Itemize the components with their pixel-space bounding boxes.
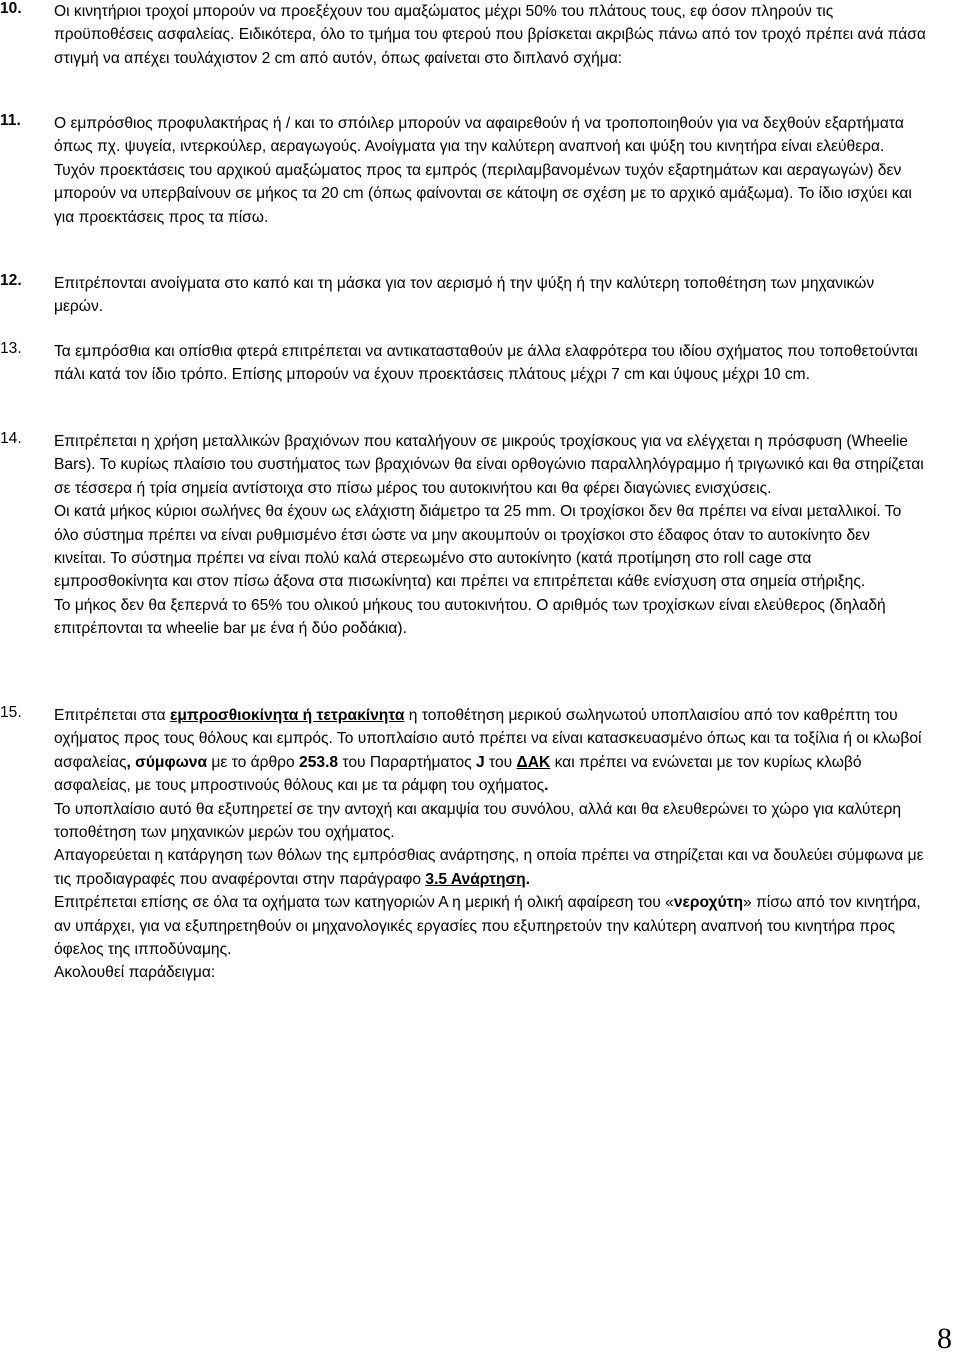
text-run: με το άρθρο [207,753,300,771]
text-run: » πίσω από τον κινητήρα, αν υπάρχει, για να εξυπηρετηθούν οι μηχανολογικές εργασίες που εξυπηρετούν την καλύτερη αναπνοή του κινητήρα προς όφελος της ιπποδύναμης. [54,894,921,959]
text-run: . [525,870,531,888]
item-number: 15. [0,704,22,721]
item-number: 12. [0,272,22,289]
item-number: 10. [0,0,22,17]
item-number: 14. [0,430,22,447]
text-run: Επιτρέπεται επίσης σε όλα τα οχήματα των κατηγοριών Α η μερική ή ολική αφαίρεση του « [54,894,674,912]
item-paragraph: Ο εμπρόσθιος προφυλακτήρας ή / και το σπόιλερ μπορούν να αφαιρεθούν ή να τροποποιηθούν για να δεχθούν εξαρτήματα όπως πχ. ψυγεία, ιντερκούλερ, αεραγωγούς. Ανοίγματα για την καλύτερη αναπνοή και ψύξη του κινητήρα είναι ελεύθερα. Τυχόν προεκτάσεις του αρχικού αμαξώματος προς τα εμπρός (περιλαμβανομένων τυχόν εξαρτημάτων και αεραγωγών) δεν μπορούν να υπερβαίνουν σε μήκος τα 20 cm (όπως φαίνονται σε κάτοψη σε σχέση με το αρχικό αμάξωμα). Το ίδιο ισχύει και για προεκτάσεις προς τα πίσω. [54,115,912,226]
list-item-12 [0,272,960,319]
item-paragraph [54,704,926,798]
text-run: η τοποθέτηση μερικού σωληνωτού υποπλαισίου από τον καθρέπτη του οχήματος προς τους θόλους και εμπρός. Το υποπλαίσιο αυτό πρέπει να είναι κατασκευασμένο όπως και τα τοξίλια ή οι κλωβοί ασφαλείας [54,707,922,771]
item-paragraph: Το υποπλαίσιο αυτό θα εξυπηρετεί σε την αντοχή και ακαμψία του συνόλου, αλλά και θα ελευθερώνει το χώρο για καλύτερη τοποθέτηση των μηχανικών μερών του οχήματος. [54,800,902,842]
emphasis-text: , σύμφωνα [126,753,208,771]
emphasis-text: νεροχύτη [673,894,744,912]
text-run: και πρέπει να ενώνεται με τον κυρίως κλωβό ασφαλείας, με τους μπροστινούς θόλους και με τα ράμφη του οχήματος [54,753,862,795]
item-paragraph: Το μήκος δεν θα ξεπερνά το 65% του ολικού μήκους του αυτοκινήτου. Ο αριθμός των τροχίσκων είναι ελεύθερος (δηλαδή επιτρέπονται τα wheelie bar με ένα ή δύο ροδάκια). [54,596,886,638]
item-paragraph: Τα εμπρόσθια και οπίσθια φτερά επιτρέπεται να αντικατασταθούν με άλλα ελαφρότερα του ιδίου σχήματος που τοποθετούνται πάλι κατά τον ίδιο τρόπο. Επίσης μπορούν να έχουν προεκτάσεις πλάτους μέχρι 7 cm και ύψους μέχρι 10 cm. [54,343,918,384]
annex-reference: J [476,753,485,771]
text-run: . [544,777,549,795]
list-item-11 [0,112,960,229]
list-item-14 [0,430,960,641]
item-paragraph [54,891,926,961]
text-run: του [484,753,517,771]
list-item-15 [0,704,960,985]
list-item-10 [0,0,960,70]
list-item-13 [0,340,960,387]
text-run: Επιτρέπεται στα [54,707,170,724]
item-number: 11. [0,112,21,129]
item-number: 13. [0,340,22,357]
organization-reference: ΔΑΚ [516,753,551,771]
text-run: Απαγορεύεται η κατάργηση των θόλων της εμπρόσθιας ανάρτησης, η οποία πρέπει να στηρίζεται και να δουλεύει σύμφωνα με τις προδιαγραφές που αναφέρονται στην παράγραφο [54,847,924,888]
item-paragraph: Οι κατά μήκος κύριοι σωλήνες θα έχουν ως ελάχιστη διάμετρο τα 25 mm. Οι τροχίσκοι δεν θα πρέπει να είναι μεταλλικοί. Το όλο σύστημα πρέπει να είναι ρυθμισμένο έτσι ώστε να μην ακουμπούν οι τροχίσκοι στο έδαφος όταν το αυτοκίνητο δεν κινείται. Το σύστημα πρέπει να είναι πολύ καλά στερεωμένο στο αυτοκίνητο (κατά προτίμηση στο roll cage στα εμπροσθοκίνητα και στον πίσω άξονα στα πισωκίνητα) και πρέπει να επιτρέπεται κάθε ενίσχυση στα σημεία στήριξης. [54,503,902,591]
item-paragraph: Επιτρέπεται η χρήση μεταλλικών βραχιόνων που καταλήγουν σε μικρούς τροχίσκους για να ελέγχεται η πρόσφυση (Wheelie Bars). Το κυρίως πλαίσιο του συστήματος των βραχιόνων θα είναι ορθογώνιο παραλληλόγραμμο ή τριγωνικό και θα στηρίζεται σε τέσσερα ή τρία σημεία αντίστοιχα στο πίσω μέρος του αυτοκινήτου και θα φέρει διαγώνιες ενισχύσεις. [54,433,924,497]
item-paragraph: Ακολουθεί παράδειγμα: [54,964,216,982]
section-reference: 3.5 Ανάρτηση [425,870,526,888]
item-paragraph: Επιτρέπονται ανοίγματα στο καπό και τη μάσκα για τον αερισμό ή την ψύξη ή την καλύτερη τοποθέτηση των μηχανικών μερών. [54,275,875,316]
page-number: 8 [937,1322,952,1355]
item-paragraph [54,844,926,891]
text-run: του Παραρτήματος [338,753,476,771]
item-paragraph: Οι κινητήριοι τροχοί μπορούν να προεξέχουν του αμαξώματος μέχρι 50% του πλάτους τους, εφ όσον πληρούν τις προϋποθέσεις ασφαλείας. Ειδικότερα, όλο το τμήμα του φτερού που βρίσκεται ακριβώς πάνω από τον τροχό πρέπει ανά πάσα στιγμή να απέχει τουλάχιστον 2 cm από αυτόν, όπως φαίνεται στο διπλανό σχήμα: [54,3,926,67]
emphasis-text: εμπροσθιοκίνητα ή τετρακίνητα [169,707,405,724]
article-reference: 253.8 [299,753,339,771]
